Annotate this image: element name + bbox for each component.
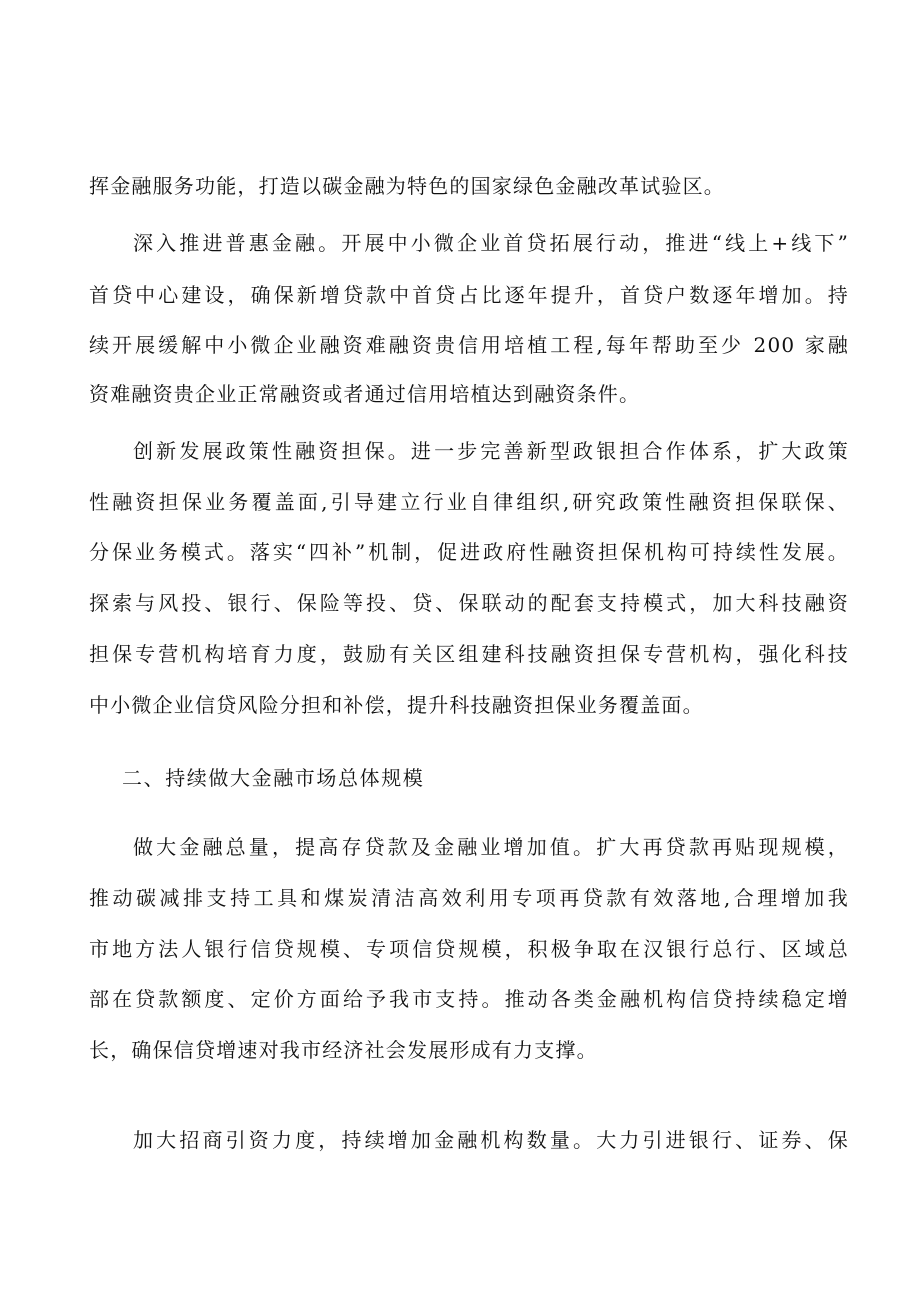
paragraph-line: 担保专营机构培育力度，鼓励有关区组建科技融资担保专营机构，强化科技 [89,642,849,666]
paragraph-line: 挥金融服务功能，打造以碳金融为特色的国家绿色金融改革试验区。 [89,174,725,198]
paragraph-line: 长，确保信贷增速对我市经济社会发展形成有力支撑。 [89,1038,598,1062]
paragraph-line: 市地方法人银行信贷规模、专项信贷规模，积极争取在汉银行总行、区域总 [89,937,849,961]
paragraph-line: 推动碳减排支持工具和煤炭清洁高效利用专项再贷款有效落地,合理增加我 [89,886,849,910]
paragraph-line: 中小微企业信贷风险分担和补偿，提升科技融资担保业务覆盖面。 [89,693,704,717]
paragraph-line: 续开展缓解中小微企业融资难融资贵信用培植工程,每年帮助至少 200 家融 [89,333,849,357]
paragraph-line: 加大招商引资力度，持续增加金融机构数量。大力引进银行、证券、保 [133,1128,849,1152]
paragraph-line: 首贷中心建设，确保新增贷款中首贷占比逐年提升，首贷户数逐年增加。持 [89,283,849,307]
paragraph-line: 分保业务模式。落实“四补”机制，促进政府性融资担保机构可持续性发展。 [89,540,849,564]
paragraph-line: 创新发展政策性融资担保。进一步完善新型政银担合作体系，扩大政策 [133,439,849,463]
paragraph-line: 探索与风投、银行、保险等投、贷、保联动的配套支持模式，加大科技融资 [89,591,849,615]
paragraph-line: 资难融资贵企业正常融资或者通过信用培植达到融资条件。 [89,382,641,406]
paragraph-line: 做大金融总量，提高存贷款及金融业增加值。扩大再贷款再贴现规模， [133,835,849,859]
paragraph-line: 性融资担保业务覆盖面,引导建立行业自律组织,研究政策性融资担保联保、 [89,490,849,514]
paragraph-line: 深入推进普惠金融。开展中小微企业首贷拓展行动，推进“线上+线下” [133,231,849,255]
paragraph-line: 部在贷款额度、定价方面给予我市支持。推动各类金融机构信贷持续稳定增 [89,987,849,1011]
section-heading: 二、持续做大金融市场总体规模 [122,766,425,790]
